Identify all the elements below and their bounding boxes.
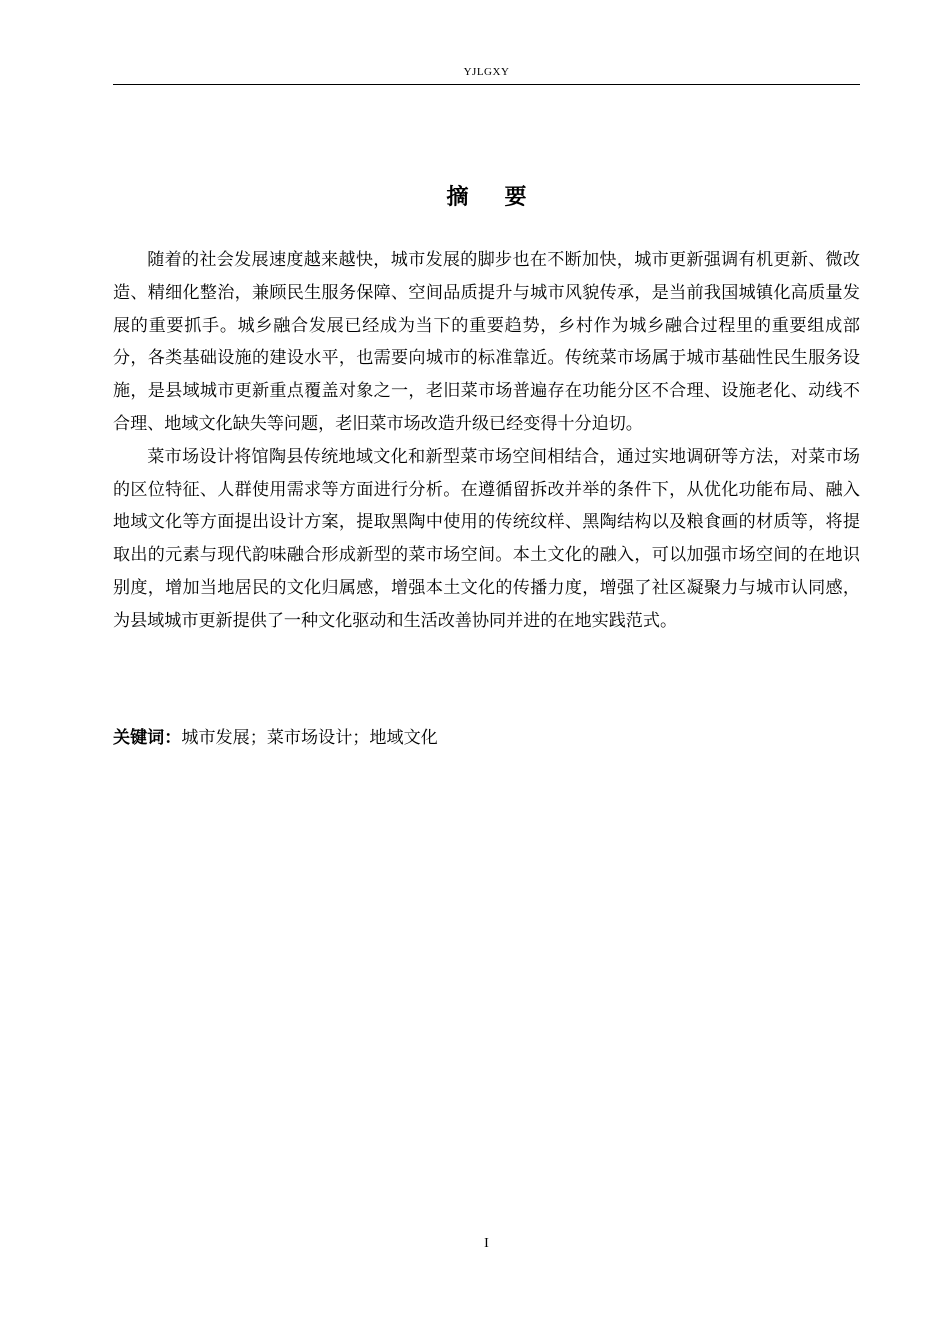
keywords-line bbox=[113, 722, 860, 754]
keywords-label: 关键词： bbox=[113, 728, 182, 748]
keywords-text: 城市发展；菜市场设计；地域文化 bbox=[181, 728, 438, 748]
abstract-paragraph-2: 菜市场设计将馆陶县传统地域文化和新型菜市场空间相结合，通过实地调研等方法，对菜市场的区位特征、人群使用需求等方面进行分析。在遵循留拆改并举的条件下，从优化功能布局、融入地域文化等方面提出设计方案，提取黑陶中使用的传统纹样、黑陶结构以及粮食画的材质等，将提取出的元素与现代韵味融合形成新型的菜市场空间。本土文化的融入，可以加强市场空间的在地识别度，增加当地居民的文化归属感，增强本土文化的传播力度，增强了社区凝聚力与城市认同感，为县域城市更新提供了一种文化驱动和生活改善协同并进的在地实践范式。 bbox=[113, 446, 860, 631]
abstract-title: 摘要 bbox=[446, 185, 563, 210]
abstract-body bbox=[113, 244, 860, 638]
running-header: YJLGXY bbox=[463, 66, 510, 78]
page-number: I bbox=[484, 1236, 489, 1251]
header-divider bbox=[113, 84, 860, 85]
abstract-paragraph-1: 随着的社会发展速度越来越快，城市发展的脚步也在不断加快，城市更新强调有机更新、微改造、精细化整治，兼顾民生服务保障、空间品质提升与城市风貌传承，是当前我国城镇化高质量发展的重要抓手。城乡融合发展已经成为当下的重要趋势，乡村作为城乡融合过程里的重要组成部分，各类基础设施的建设水平，也需要向城市的标准靠近。传统菜市场属于城市基础性民生服务设施，是县域城市更新重点覆盖对象之一，老旧菜市场普遍存在功能分区不合理、设施老化、动线不合理、地域文化缺失等问题，老旧菜市场改造升级已经变得十分迫切。 bbox=[113, 250, 860, 434]
